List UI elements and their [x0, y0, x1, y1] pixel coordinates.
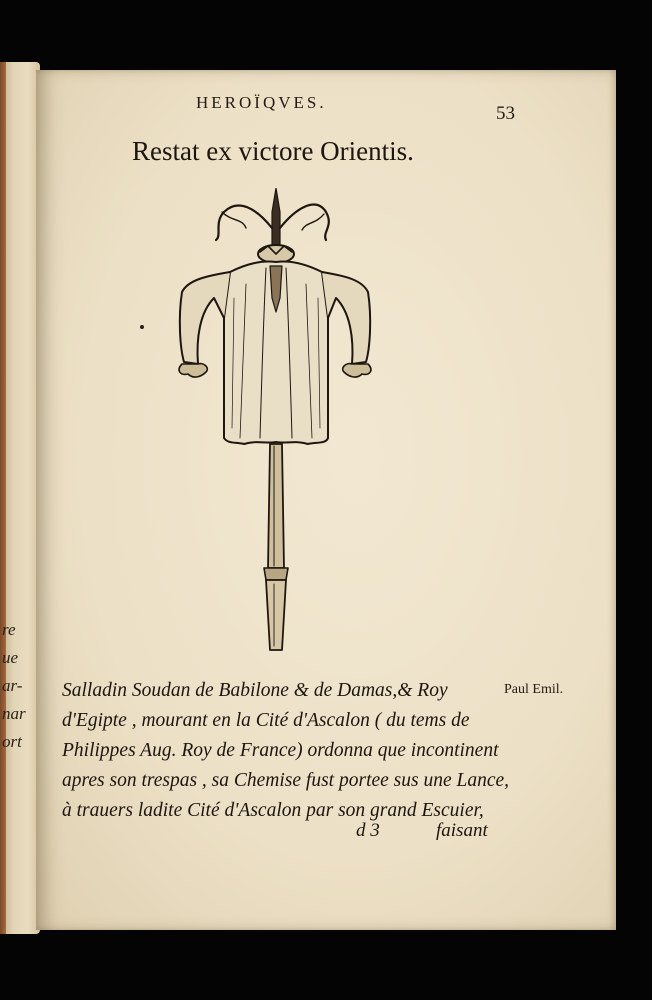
motto-title: Restat ex victore Orientis. [132, 136, 414, 166]
body-line: Salladin Soudan de Babilone & de Damas,& Roy [62, 680, 448, 701]
book-page [36, 70, 616, 930]
body-line: d'Egipte , mourant en la Cité d'Ascalon ( du tems de [62, 710, 470, 731]
margin-fragment: ue [2, 648, 19, 667]
margin-fragment: ar- [2, 676, 23, 695]
page-binding-edge [0, 62, 6, 934]
running-head: HEROÏQVES. [196, 93, 327, 112]
marginal-note: Paul Emil. [504, 682, 564, 697]
margin-fragment: nar [2, 704, 26, 723]
page-number: 53 [496, 103, 515, 124]
body-line: Philippes Aug. Roy de France) ordonna que incontinent [62, 740, 499, 761]
signature-mark: d 3 [356, 820, 380, 841]
body-line: apres son trespas , sa Chemise fust portee sus une Lance, [62, 770, 510, 791]
margin-fragment: re [2, 620, 16, 639]
catchword: faisant [436, 820, 488, 841]
margin-fragment: ort [2, 732, 22, 751]
body-text [62, 676, 510, 826]
shirt-on-lance-woodcut-icon [166, 188, 376, 663]
body-line: à trauers ladite Cité d'Ascalon par son grand Escuier, [62, 800, 484, 821]
previous-page-edge [0, 62, 40, 934]
ink-speck [140, 325, 144, 329]
